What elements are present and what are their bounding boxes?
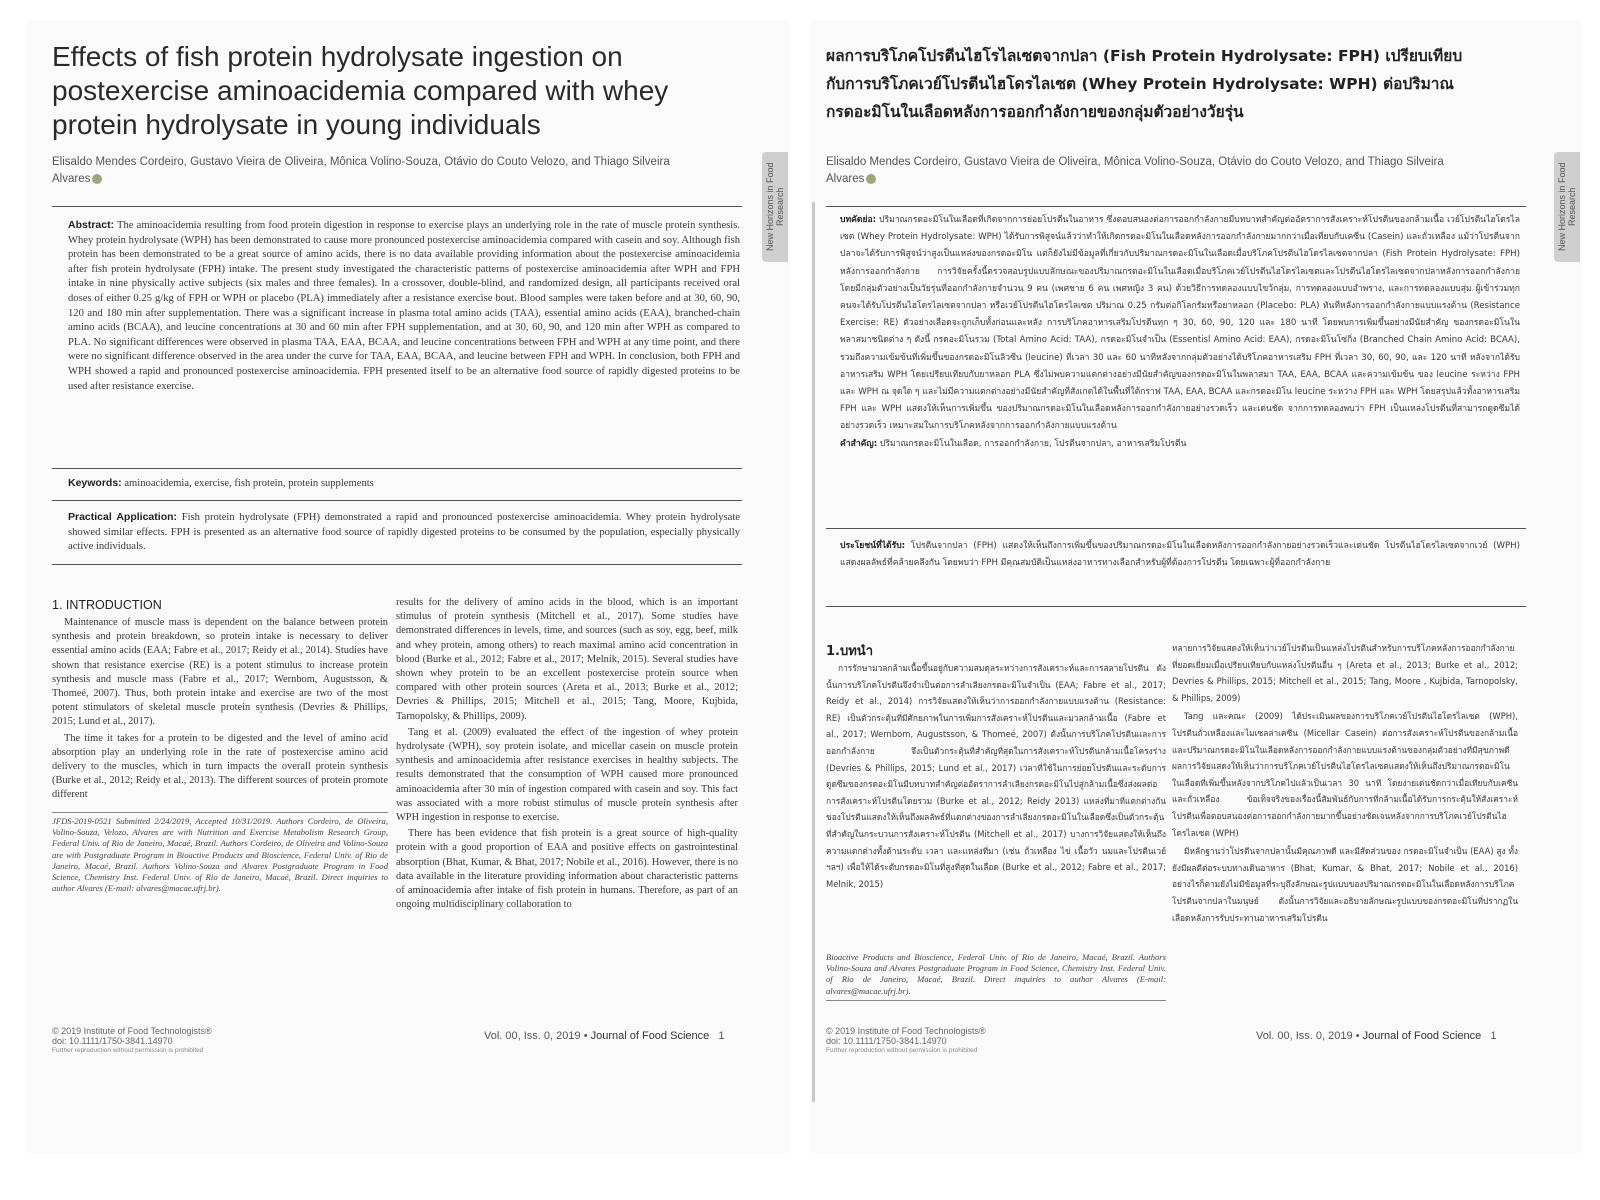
side-tab-label: New Horizons in Food Research: [1557, 162, 1577, 252]
side-tab-label: New Horizons in Food Research: [765, 162, 785, 252]
paper-title: Effects of fish protein hydrolysate ingestion on postexercise aminoacidemia compared with whey protein hydrolysate in young individuals: [52, 41, 669, 140]
column-1: [826, 660, 1166, 892]
page-edge: [812, 202, 815, 1102]
section-side-tab: [762, 152, 788, 262]
paragraph: Tang et al. (2009) evaluated the effect of the ingestion of whey protein hydrolysate (WPH), soy protein isolate, and micellar casein on muscle protein synthesis and aminoacidemia after resistance exercises in healthy subjects. The results demonstrated that the consumption of WPH caused more pronounced aminoacidemia after 30 min of ingestion compared with casein and soy. This fact was associated with a more robust stimulus of muscle protein synthesis after WPH ingestion in response to exercise.: [396, 726, 738, 824]
footer-journal: [484, 1030, 724, 1042]
keywords: [68, 476, 740, 492]
keywords-text: aminoacidemia, exercise, fish protein, protein supplements: [124, 478, 374, 489]
divider: [826, 206, 1526, 207]
divider: [52, 564, 742, 565]
practical-text: Fish protein hydrolysate (FPH) demonstrated a rapid and pronounced postexercise aminoacidemia. Whey protein hydrolysate showed similar effects. FPH is presented as an alternative food source of rapidly digested proteins to be consumed by the population, especially physically active individuals.: [68, 512, 740, 553]
copyright-line: © 2019 Institute of Food Technologists®: [52, 1026, 212, 1036]
keywords-label: Keywords:: [68, 477, 122, 489]
abstract-label: บทคัดย่อ:: [840, 215, 877, 225]
divider: [52, 206, 742, 207]
paragraph: Maintenance of muscle mass is dependent on the balance between protein synthesis and protein breakdown, so protein intake is necessary to deliver essential amino acids (EAA; Fabre et al., 2017; Reidy et al., 2014). Studies have shown that resistance exercise (RE) is a potent stimulus to increase protein synthesis and muscle mass (Fabre et al., 2017; Wernbom, Augustsson, & Thomeé, 2007). Thus, both protein intake and exercise are two of the most potent stimulators of skeletal muscle protein synthesis (Devries & Phillips, 2015; Lund et al., 2017).: [52, 617, 388, 728]
authors-text: Elisaldo Mendes Cordeiro, Gustavo Vieira de Oliveira, Mônica Volino-Souza, Otávio do Couto Velozo, and Thiago Silveira Alvares: [826, 156, 1444, 185]
doi-line: doi: 10.1111/1750-3841.14970: [826, 1036, 947, 1046]
english-page: [28, 22, 788, 1152]
footnote-divider: [52, 812, 388, 813]
authors-text: Elisaldo Mendes Cordeiro, Gustavo Vieira de Oliveira, Mônica Volino-Souza, Otávio do Couto Velozo, and Thiago Silveira Alvares: [52, 156, 670, 185]
footnote: Bioactive Products and Bioscience, Federal Univ. of Rio de Janeiro, Macaé, Brazil. Authors Volino-Souza and Alvares Postgraduate Program in Food Science, Chemistry Inst. Federal Univ. of Rio de Janeiro, Macaé, Brazil. Direct inquiries to author Alvares (E-mail: alvares@macae.ufrj.br).: [826, 952, 1166, 996]
column-2: [396, 596, 738, 912]
abstract-text: ปริมาณกรดอะมิโนในเลือดที่เกิดจากการย่อยโปรตีนในอาหาร ซึ่งตอบสนองต่อการออกกำลังกายมีบทบาทสำคัญต่ออัตราการสังเคราะห์โปรตีนของกล้ามเนื้อ เวย์โปรตีนไฮโดรไลเซต (Whey Protein Hydrolysate: WPH) ได้รับการพิสูจน์แล้วว่าทำให้เกิดกรดอะมิโนในเลือดหลังการออกกำลังกายมากกว่าเมื่อเทียบกับเคซีน (Casein) และถั่วเหลือง แม้ว่าโปรตีนจากปลาจะได้รับการพิสูจน์ว่าสูงเป็นแหล่งของกรดอะมิโน แต่ก็ยังไม่มีข้อมูลที่เกี่ยวกับปริมาณกรดอะมิโนในเลือดเมื่อบริโภคโปรตีนไฮโดรไลเซตจากปลา (Fish Protein Hydrolysate: FPH) หลังการออกกำลังกาย การวิจัยครั้งนี้ตรวจสอบรูปแบบลักษณะของปริมาณกรดอะมิโนในเลือดเมื่อบริโภคเวย์โปรตีนไฮโดรไลเซตและโปรตีนไฮโดรไลเซตจากปลาหลังการออกกำลังกาย โดยมีกลุ่มตัวอย่างเป็นวัยรุ่นที่ออกกำลังกายจำนวน 9 คน (เพศชาย 6 คน เพศหญิง 3 คน) ด้วยวิธีการทดลองแบบไขว้กลุ่ม, การทดลองแบบอำพราง, และการทดลองแบบสุ่ม ผู้เข้าร่วมทุกคนจะได้รับโปรตีนไฮโดรไลเซตจากปลา หรือเวย์โปรตีนไฮโดรไลเซต ปริมาณ 0.25 กรัมต่อกิโลกรัมหรือยาหลอก (Placebo: PLA) ทันทีหลังการออกกำลังกายแบบแรงต้าน (Resistance Exercise: RE) ตัวอย่างเลือดจะถูกเก็บทั้งก่อนและหลัง การบริโภคอาหารเสริมโปรตีนทุก ๆ 30, 60, 90, 120 และ 180 นาที โดยพบการเพิ่มขึ้นอย่างมีนัยสำคัญ ของกรดอะมิโนในพลาสมาชนิดต่าง ๆ ดังนี้ กรดอะมิโนรวม (Total Amino Acid: TAA), กรดอะมิโนจำเป็น (Essentisl Amino Acid: EAA), กรดอะมิโนโซ่กิ่ง (Branched Chain Amino Acid: BCAA), รวมถึงความเข้มข้นที่เพิ่มขึ้นของกรดอะมิโนลิวซีน (leucine) ที่เวลา 30 และ 60 นาทีหลังจากกลุ่มตัวอย่างได้บริโภคอาหารเสริม FPH ที่เวลา 30, 60, 90, และ 120 นาที หลังจากได้รับอาหารเสริม WPH โดยเปรียบเทียบกับยาหลอก PLA ซึ่งไม่พบความแตกต่างอย่างมีนัยสำคัญของกรดอะมิโนในพลาสมา TAA, EAA, BCAA และความเข้มข้น ของ leucine ระหว่าง FPH และ WPH ณ จุดใด ๆ และไม่มีความแตกต่างอย่างมีนัยสำคัญที่สังเกตได้ในพื้นที่ใต้กราฟ TAA, EAA, BCAA และกรดอะมิโน leucine ระหว่าง FPH และ WPH โดยสรุปแล้วทั้งอาหารเสริม FPH และ WPH แสดงให้เห็นการเพิ่มขึ้น ของปริมาณกรดอะมิโนในเลือดหลังการออกกำลังกายอย่างรวดเร็ว และเด่นชัด จากการทดลองพบว่า FPH เป็นแหล่งโปรตีนที่สามารถดูดซึมได้อย่างรวดเร็ว เหมาะสมในการบริโภคหลังจากการออกกำลังกายแบบแรงต้าน: [840, 215, 1520, 432]
doi-line: doi: 10.1111/1750-3841.14970: [52, 1036, 173, 1046]
journal-name: Journal of Food Science: [590, 1030, 710, 1042]
footer-copyright: [826, 1026, 986, 1056]
abstract: [68, 218, 740, 394]
divider: [52, 468, 742, 469]
section-heading: 1. INTRODUCTION: [52, 598, 162, 612]
paragraph: The time it takes for a protein to be digested and the level of amino acid absorption play an underlying role in the rate of postexercise amino acid delivery to the muscles, which in turn impacts the overall protein synthesis (Burke et al., 2012; Reidy et al., 2013). The different sources of protein promote different: [52, 732, 388, 801]
divider: [826, 528, 1526, 529]
orcid-icon[interactable]: [866, 174, 876, 184]
separator: •: [1355, 1030, 1360, 1042]
footer-journal: [1256, 1030, 1496, 1042]
paper-title: ผลการบริโภคโปรตีนไฮโรไลเซตจากปลา (Fish Protein Hydrolysate: FPH) เปรียบเทียบกับการบริโภคเวย์โปรตีนไฮโดรไลเซต (Whey Protein Hydrolysate: WPH) ต่อปริมาณกรดอะมิโนในเลือดหลังการออกกำลังกายของกลุ่มตัวอย่างวัยรุ่น: [826, 47, 1463, 121]
practical-text: โปรตีนจากปลา (FPH) แสดงให้เห็นถึงการเพิ่มขึ้นของปริมาณกรดอะมิโนในเลือดหลังการออกกำลังกายอย่างรวดเร็วและเด่นชัด โปรตีนไฮโดรไลเซตจากเวย์ (WPH) แสดงผลลัพธ์ที่คล้ายคลึงกัน โดยพบว่า FPH มีคุณสมบัติเป็นแหล่งอาหารทางเลือกสำหรับผู้ที่ต้องการโปรตีน โดยเฉพาะผู้ที่ออกกำลังกาย: [840, 541, 1520, 569]
thai-page: [812, 22, 1580, 1152]
orcid-icon[interactable]: [92, 174, 102, 184]
practical-application: [840, 538, 1520, 572]
page-number: 1: [718, 1030, 725, 1042]
practical-label: Practical Application:: [68, 511, 178, 523]
practical-label: ประโยชน์ที่ได้รับ:: [840, 541, 906, 551]
author-list: [826, 154, 1446, 188]
divider: [52, 500, 742, 501]
practical-application: [68, 510, 740, 555]
paragraph: การรักษามวลกล้ามเนื้อขึ้นอยู่กับความสมดุลระหว่างการสังเคราะห์และการสลายโปรตีน ดังนั้นการบริโภคโปรตีนจึงจำเป็นต่อการลำเลียงกรดอะมิโนจำเป็น (EAA; Fabre et al., 2017; Reidy et al., 2014) การวิจัยแสดงให้เห็นว่าการออกกำลังกายแบบแรงต้าน (Resistance: RE) เป็นตัวกระตุ้นที่มีศักยภาพในการเพิ่มการสังเคราะห์โปรตีนและมวลกล้ามเนื้อ (Fabre et al., 2017; Wernbom, Augustsson, & Thomeé, 2007) ดังนั้นการบริโภคโปรตีนและการออกกำลังกาย จึงเป็นตัวกระตุ้นที่สำคัญที่สุดในการสังเคราะห์โปรตีนกล้ามเนื้อโครงร่าง (Devries & Phillips, 2015; Lund et al., 2017) เวลาที่ใช้ในการย่อยโปรตีนและระดับการดูดซึมของกรดอะมิโนมีบทบาทสำคัญต่ออัตราการลำเลียงกรดอะมิโนไปสู่กล้ามเนื้อซึ่งส่งผลต่อการสังเคราะห์โปรตีนโดยรวม (Burke et al., 2012; Reidy 2013) แหล่งที่มาที่แตกต่างกันของโปรตีนแสดงให้เห็นถึงผลลัพธ์ที่แตกต่างของการลำเลียงกรดอะมิโนในเลือดซึ่งเป็นตัวกระตุ้นที่สำคัญในกระบวนการสังเคราะห์โปรตีน (Mitchell et al., 2017) บางการวิจัยแสดงให้เห็นถึงความแตกต่างทั้งด้านระดับ เวลา และแหล่งที่มา (เช่น ถั่วเหลือง ไข่ เนื้อวัว นมและโปรตีนเวย์ ฯลฯ) เพื่อให้ได้ระดับกรดอะมิโนที่สูงที่สุดในเลือด (Burke et al., 2012; Fabre et al., 2017; Melnik, 2015): [826, 663, 1166, 889]
permission-line: Further reproduction without permission is prohibited: [826, 1047, 978, 1054]
abstract: [840, 212, 1520, 453]
footer-copyright: [52, 1026, 212, 1056]
separator: •: [583, 1030, 588, 1042]
volume-info: Vol. 00, Iss. 0, 2019: [1256, 1030, 1353, 1042]
copyright-line: © 2019 Institute of Food Technologists®: [826, 1026, 986, 1036]
page-number: 1: [1490, 1030, 1497, 1042]
paragraph: มีหลักฐานว่าโปรตีนจากปลานั้นมีคุณภาพดี และมีสัดส่วนของ กรดอะมิโนจำเป็น (EAA) สูง ทั้งยังมีผลดีต่อระบบทางเดินอาหาร (Bhat, Kumar, & Bhat, 2017; Nobile et al., 2016) อย่างไรก็ตามยังไม่มีข้อมูลที่ระบุถึงลักษณะรูปแบบของปริมาณกรดอะมิโนในเลือดหลังการบริโภคโปรตีนจากปลาในมนุษย์ ดังนั้นการวิจัยและอธิบายลักษณะรูปแบบของกรดอะมิโนที่ปรากฏในเลือดหลังการรับประทานอาหารเสริมโปรตีน: [1172, 846, 1518, 923]
volume-info: Vol. 00, Iss. 0, 2019: [484, 1030, 581, 1042]
section-heading: 1.บทนำ: [826, 644, 873, 659]
author-list: [52, 154, 672, 188]
footnote: JFDS-2019-0521 Submitted 2/24/2019, Accepted 10/31/2019. Authors Cordeiro, de Oliveira, Volino-Souza, Velozo, Alvares are with Nutrition and Exercise Metabolism Research Group, Federal Univ. of Rio de Janeiro, Macaé, Brazil. Authors Cordeiro, de Oliveira and Volino-Souza are with Postgraduate Program in Bioactive Products and Bioscience, Federal Univ. of Rio de Janeiro, Macaé, Brazil. Authors Volino-Souza and Alvares Postgraduate Program in Food Science, Chemistry Inst. Federal Univ. of Rio de Janeiro, Macaé, Brazil. Direct inquiries to author Alvares (E-mail: alvares@macae.ufrj.br).: [52, 816, 388, 894]
paragraph: หลายการวิจัยแสดงให้เห็นว่าเวย์โปรตีนเป็นแหล่งโปรตีนสำหรับการบริโภคหลังการออกกำลังกายที่ยอดเยี่ยมเมื่อเปรียบเทียบกับแหล่งโปรตีนอื่น ๆ (Areta et al., 2013; Burke et al., 2012; Devries & Phillips, 2015; Mitchell et al., 2015; Tang, Moore , Kujbida, Tarnopolsky, & Phillips, 2009): [1172, 643, 1518, 703]
paragraph: There has been evidence that fish protein is a great source of high-quality protein with a good proportion of EAA and positive effects on gastrointestinal absorption (Bhat, Kumar, & Bhat, 2017; Nobile et al., 2016). However, there is no data available in the literature providing information about characteristic patterns of aminoacidemia after intake of fish protein in humans. Therefore, as part of an ongoing multidisciplinary collaboration to: [396, 828, 738, 911]
footnote-divider: [826, 1000, 1166, 1001]
journal-name: Journal of Food Science: [1362, 1030, 1482, 1042]
column-1: [52, 616, 388, 803]
permission-line: Further reproduction without permission is prohibited: [52, 1047, 204, 1054]
abstract-text: The aminoacidemia resulting from food protein digestion in response to exercise plays an underlying role in the rate of muscle protein synthesis. Whey protein hydrolysate (WPH) has been demonstrated to cause more pronounced postexercise aminoacidemia compared with casein and soy. Although fish protein has been demonstrated to be a great source of amino acids, there is no data available providing information about the postexercise aminoacidemia after fish protein hydrolysate (FPH) intake. The present study investigated the characteristic patterns of postexercise aminoacidemia after WPH and FPH intake in nine physically active subjects (six males and three females). In a crossover, double-blind, and randomized design, all participants received oral doses of either 0.25 g/kg of FPH or WPH or placebo (PLA) immediately after a resistance exercise bout. Blood samples were taken before and at 30, 60, 90, 120 and 180 min after supplementation. There was a significant increase in plasma total amino acids (TAA), essential amino acids (EAA), branched-chain amino acids (BCAA), and leucine concentrations at 30 and 60 min after FPH supplementation, and at 30, 60, 90, and 120 min after WPH as compared to PLA. No significant differences were observed in plasma TAA, EAA, BCAA, and leucine concentrations between FPH and WPH at any time point, and there were no significant difference observed in the area under the curve for TAA, EAA, BCAA, and leucine between FPH and WPH. In conclusion, both FPH and WPH showed a rapid and pronounced postexercise aminoacidemia. FPH presented itself to be an alternative food source of rapidly digested proteins to be used after resistance exercise.: [68, 220, 740, 392]
column-2: [1172, 640, 1518, 926]
keywords-label: คำสำคัญ:: [840, 438, 878, 449]
abstract-label: Abstract:: [68, 219, 115, 231]
keywords-text: ปริมาณกรดอะมิโนในเลือด, การออกกำลังกาย, โปรตีนจากปลา, อาหารเสริมโปรตีน: [879, 438, 1187, 449]
paragraph: Tang และคณะ (2009) ได้ประเมินผลของการบริโภคเวย์โปรตีนไฮโดรไลเซต (WPH), โปรตีนถั่วเหลืองและไมเซลล่าเคซีน (Micellar Casein) ต่อการสังเคราะห์โปรตีนของกล้ามเนื้อและปริมาณกรดอะมิโนในเลือดหลังการออกกำลังกายแบบแรงต้านของกลุ่มตัวอย่างที่มีสุขภาพดีผลการวิจัยแสดงให้เห็นว่าการบริโภคเวย์โปรตีนไฮโดรไลเซตแสดงให้เห็นถึงปริมาณกรดอะมิโนในเลือดที่เพิ่มขึ้นหลังจากบริโภคไปแล้วเป็นเวลา 30 นาที โดยง่ายเด่นชัดกว่าเมื่อเทียบกับเคซีนและถั่วเหลือง ข้อเท็จจริงของเรื่องนี้สัมพันธ์กับการที่กล้ามเนื้อได้รับการกระตุ้นให้สังเคราะห์โปรตีนเพื่อตอบสนองต่อการออกกำลังกายมากขึ้นอย่างชัดเจนหลังจากการบริโภคเวย์โปรตีนไฮโดรไลเซต (WPH): [1172, 711, 1518, 838]
section-side-tab: [1554, 152, 1580, 262]
divider: [826, 606, 1526, 607]
paragraph: results for the delivery of amino acids in the blood, which is an important stimulus of protein synthesis (Mitchell et al., 2017). Some studies have demonstrated differences in levels, time, and sources (such as soy, egg, beef, milk and whey protein, among others) to reach maximal amino acid concentration in blood (Burke et al., 2012; Fabre et al., 2017; Melnik, 2015). Several studies have shown whey protein to be an excellent postexercise protein source when compared with other protein sources (Areta et al., 2013; Burke et al., 2012; Devries & Phillips, 2015; Mitchell et al., 2015; Tang, Moore, Kujbida, Tarnopolsky, & Phillips, 2009).: [396, 597, 738, 722]
